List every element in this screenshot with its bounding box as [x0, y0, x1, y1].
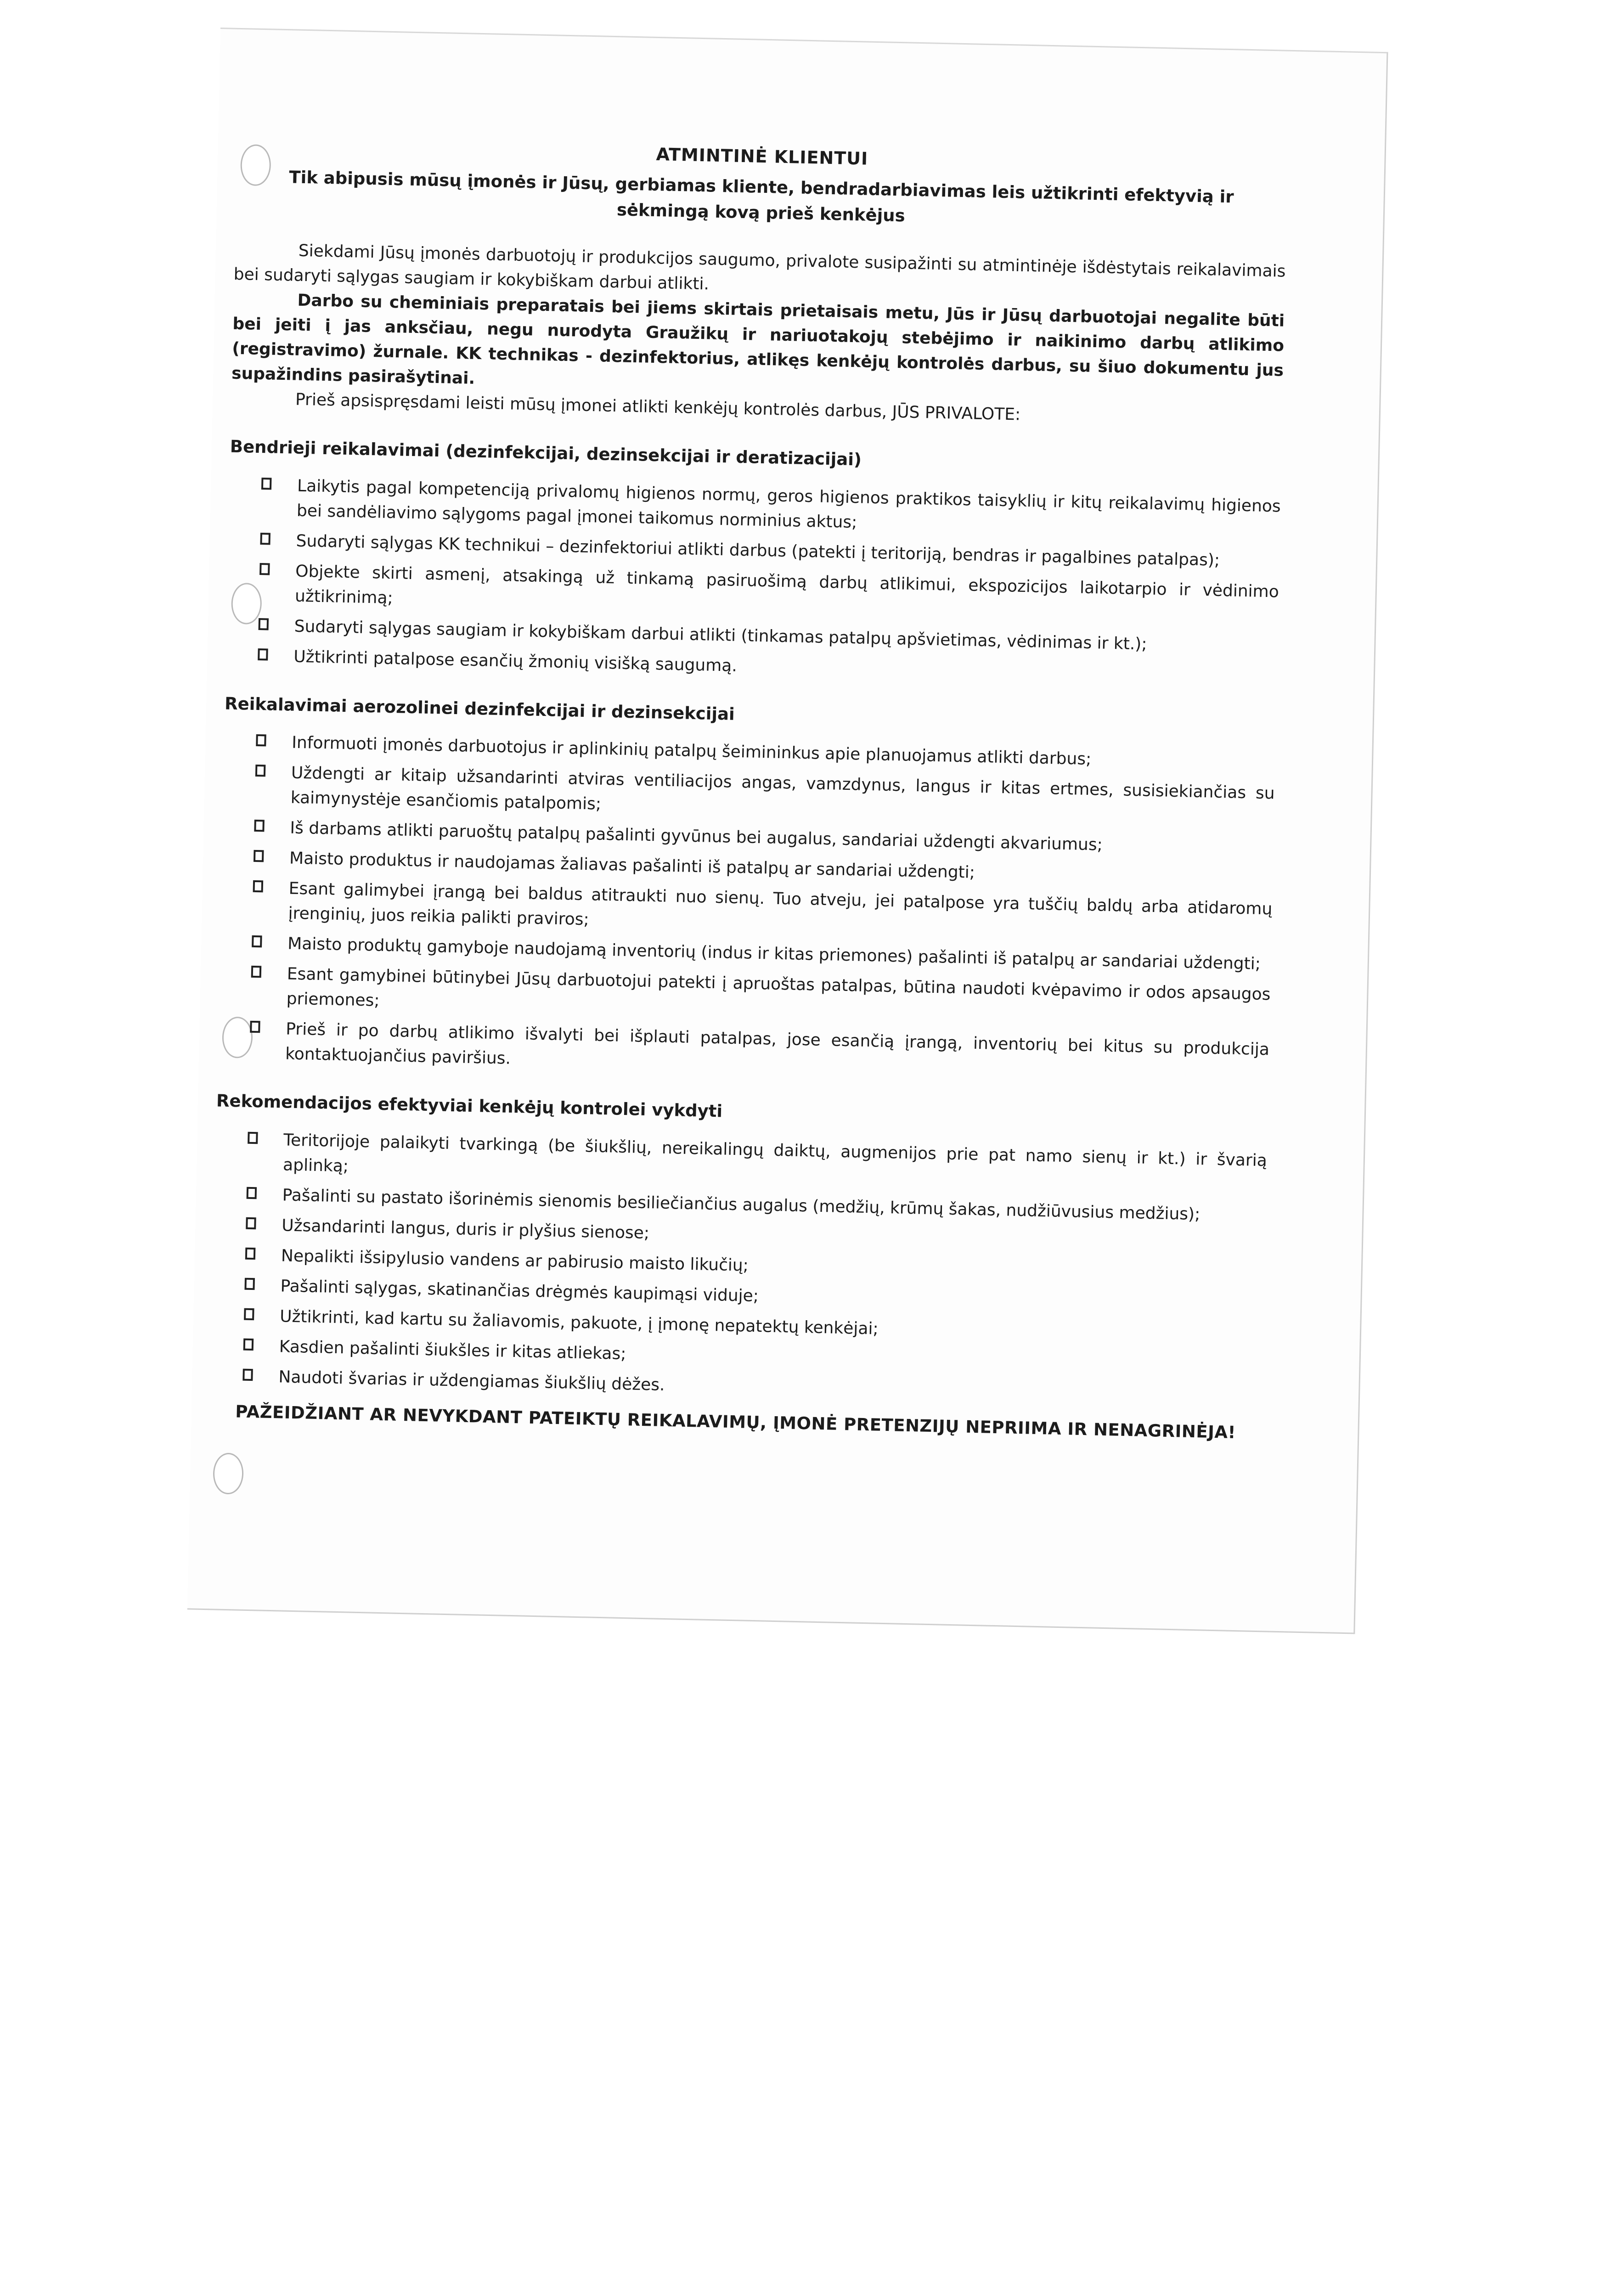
section-heading-aerosol: Reikalavimai aerozolinei dezinfekcijai ir dezinsekcijai	[224, 693, 735, 724]
checklist-item-text: Uždengti ar kitaip užsandarinti atviras ventiliacijos angas, vamzdynus, langus ir kitas ertmes, susisiekiančias su kaimynystėje esančiomis patalpomis;	[290, 763, 1275, 814]
checklist-item-text: Pašalinti su pastato išorinėmis sienomis besiliečiančius augalus (medžių, krūmų šakas, nudžiūvusius medžius);	[282, 1185, 1201, 1224]
checkbox[interactable]	[243, 1338, 254, 1350]
checkbox[interactable]	[250, 1021, 260, 1033]
final-warning: PAŽEIDŽIANT AR NEVYKDANT PATEIKTŲ REIKALAVIMŲ, ĮMONĖ PRETENZIJŲ NEPRIIMA IR NENAGRINĖJA!	[235, 1401, 1236, 1442]
document-sheet	[187, 28, 1388, 1634]
checkbox[interactable]	[259, 618, 269, 630]
section-heading-general: Bendrieji reikalavimai (dezinfekcijai, dezinsekcijai ir deratizacijai)	[230, 436, 862, 470]
checkbox[interactable]	[245, 1247, 256, 1259]
checklist-item-text: Informuoti įmonės darbuotojus ir aplinkinių patalpų šeimininkus apie planuojamus atlikti darbus;	[291, 733, 1092, 769]
checkbox[interactable]	[260, 533, 271, 545]
punch-hole	[213, 1452, 244, 1494]
checklist-item-text: Naudoti švarias ir uždengiamas šiukšlių dėžes.	[278, 1367, 665, 1395]
checkbox[interactable]	[244, 1277, 255, 1289]
document-title: ATMINTINĖ KLIENTUI	[656, 144, 868, 169]
checkbox[interactable]	[246, 1217, 256, 1229]
checklist-item-text: Objekte skirti asmenį, atsakingą už tinkamą pasiruošimą darbų atlikimui, ekspozicijos laikotarpio ir vėdinimo užtikrinimą;	[294, 562, 1279, 608]
checklist-item-text: Prieš ir po darbų atlikimo išvalyti bei išplauti patalpas, jose esančią įrangą, inventorių bei kitus su produkcija kontaktuojančius paviršius.	[285, 1019, 1270, 1068]
checklist-item-text: Teritorijoje palaikyti tvarkingą (be šiukšlių, nereikalingų daiktų, augmenijos prie pat namo sienų ir kt.) ir švarią aplinką;	[282, 1130, 1268, 1176]
checklist-item-text: Užtikrinti, kad kartu su žaliavomis, pakuote, į įmonę nepatektų kenkėjai;	[279, 1306, 879, 1339]
checkbox[interactable]	[255, 765, 266, 777]
section-heading-recommendations: Rekomendacijos efektyviai kenkėjų kontrolei vykdyti	[216, 1091, 723, 1121]
checkbox[interactable]	[252, 935, 262, 947]
document-body	[209, 133, 1288, 1446]
checkbox[interactable]	[254, 850, 264, 862]
checkbox[interactable]	[242, 1368, 253, 1380]
checklist-item-text: Laikytis pagal kompetenciją privalomų higienos normų, geros higienos praktikos taisyklių ir kitų reikalavimų higienos bei sandėliavimo sąlygoms pagal įmonei taikomus norminius aktus;	[296, 476, 1281, 532]
checkbox[interactable]	[247, 1187, 257, 1199]
checkbox[interactable]	[251, 966, 262, 978]
checkbox[interactable]	[256, 734, 266, 746]
checklist-item-text: Esant gamybinei būtinybei Jūsų darbuotojui patekti į apruoštas patalpas, būtina naudoti kvėpavimo ir odos apsaugos priemones;	[286, 964, 1271, 1010]
checkbox[interactable]	[258, 648, 268, 660]
checkbox[interactable]	[244, 1308, 254, 1320]
checkbox[interactable]	[254, 820, 265, 832]
document-subtitle: Tik abipusis mūsų įmonės ir Jūsų, gerbiamas kliente, bendradarbiavimas leis užtikrinti efektyvią ir sėkmingą kovą prieš kenkėjus	[288, 167, 1234, 225]
checklist-item-text: Pašalinti sąlygas, skatinančias drėgmės kaupimąsi viduje;	[280, 1276, 759, 1306]
checkbox[interactable]	[261, 478, 272, 490]
checkbox[interactable]	[253, 880, 264, 892]
checklist-item-text: Sudaryti sąlygas KK technikui – dezinfektoriui atlikti darbus (patekti į teritoriją, bendras ir pagalbines patalpas);	[296, 531, 1220, 570]
checklist-item-text: Esant galimybei įrangą bei baldus atitraukti nuo sienų. Tuo atveju, jei patalpose yra tuščių baldų arba atidaromų įrenginių, juos reikia palikti praviros;	[288, 879, 1273, 929]
intro-paragraph: Siekdami Jūsų įmonės darbuotojų ir produkcijos saugumo, privalote susipažinti su atmintinėje išdėstytais reikalavimais bei sudaryti sąlygas saugiam ir kokybiškam darbui atlikti.	[233, 241, 1286, 294]
checklist-item-text: Sudaryti sąlygas saugiam ir kokybiškam darbui atlikti (tinkamas patalpų apšvietimas, vėdinimas ir kt.);	[294, 617, 1147, 654]
checklist-item-text: Nepalikti išsipylusio vandens ar pabirusio maisto likučių;	[281, 1246, 749, 1275]
checkbox[interactable]	[248, 1131, 258, 1143]
checklist-item-text: Kasdien pašalinti šiukšles ir kitas atliekas;	[279, 1337, 626, 1363]
safety-notice: Darbo su cheminiais preparatais bei jiems skirtais prietaisais metu, Jūs ir Jūsų darbuotojai negalite būti bei jeiti į jas anksčiau, negu nurodyta Graužikų ir nariuotakojų stebėjimo ir naikinimo darbų atlikimo (registravimo) žurnale. KK technikas - dezinfektorius, atlikęs kenkėjų kontrolės darbus, su šiuo dokumentu jus supažindins pasirašytinai.	[231, 291, 1285, 388]
checklist-item-text: Užsandarinti langus, duris ir plyšius sienose;	[281, 1216, 650, 1243]
checklist-item-text: Užtikrinti patalpose esančių žmonių visišką saugumą.	[293, 647, 738, 675]
obligations-lead: Prieš apsispręsdami leisti mūsų įmonei atlikti kenkėjų kontrolės darbus, JŪS PRIVALOTE:	[295, 390, 1021, 424]
checkbox[interactable]	[259, 563, 270, 575]
checklist-item-text: Maisto produktus ir naudojamas žaliavas pašalinti iš patalpų ar sandariai uždengti;	[289, 849, 975, 882]
checklist-item-text: Iš darbams atlikti paruoštų patalpų pašalinti gyvūnus bei augalus, sandariai uždengti akvariumus;	[290, 818, 1103, 855]
checklist-item-text: Maisto produktų gamyboje naudojamą inventorių (indus ir kitas priemones) pašalinti iš patalpų ar sandariai uždengti;	[287, 934, 1261, 974]
